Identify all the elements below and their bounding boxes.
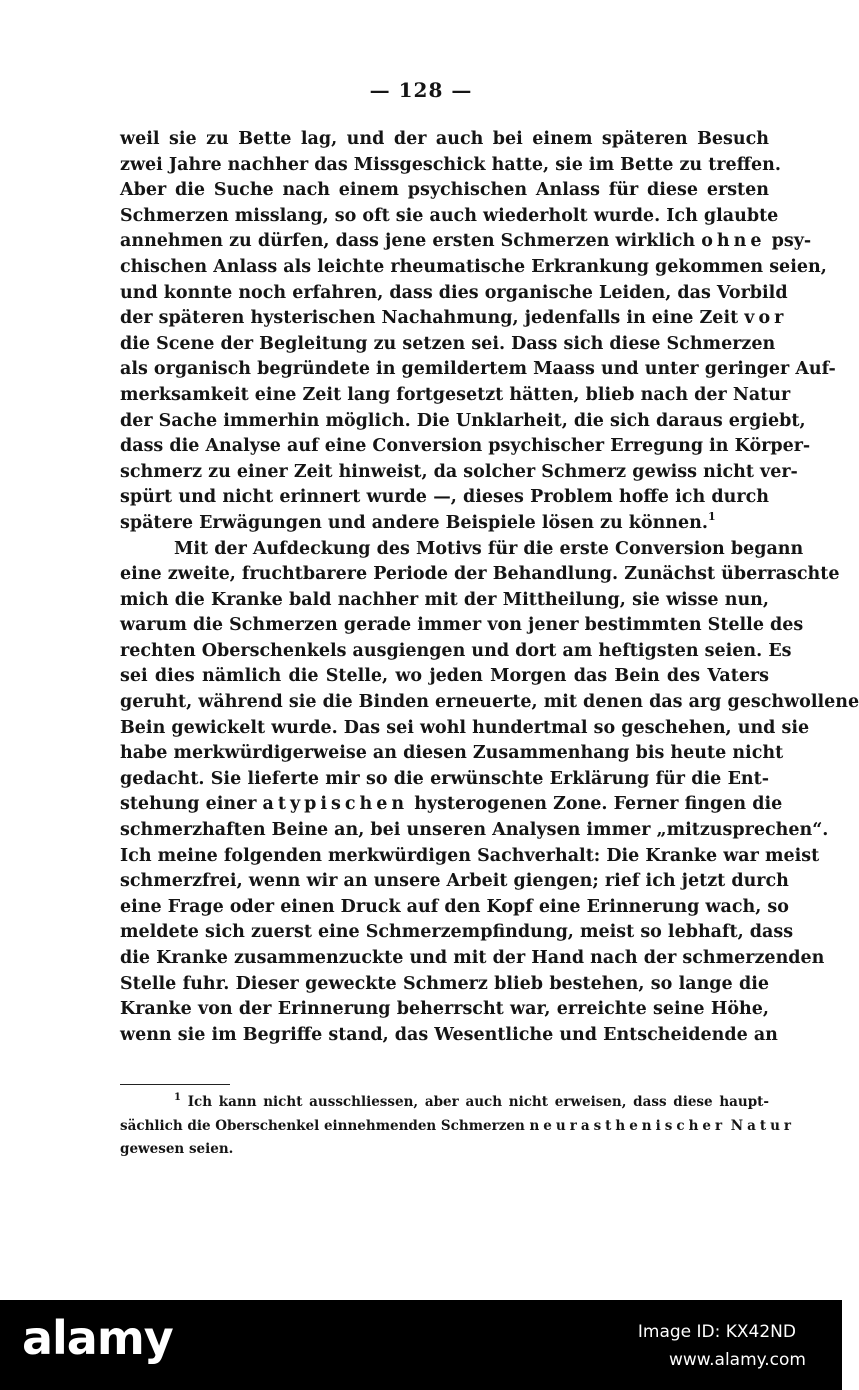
text-line: zwei Jahre nachher das Missgeschick hatte, sie im Bette zu treffen. <box>120 154 782 175</box>
emphasized-word: vor <box>744 308 788 329</box>
text-line: habe merkwürdigerweise an diesen Zusammenhang bis heute nicht <box>120 743 784 764</box>
text-line: rechten Oberschenkels ausgiengen und dort am heftigsten seien. Es <box>120 640 792 661</box>
body-text <box>120 127 859 1048</box>
footnote-marker: 1 <box>174 1092 181 1103</box>
text-line: schmerzfrei, wenn wir an unsere Arbeit giengen; rief ich jetzt durch <box>120 871 789 892</box>
text-line: Aber die Suche nach einem psychischen Anlass für diese ersten <box>120 180 769 201</box>
text-line: Stelle fuhr. Dieser geweckte Schmerz blieb bestehen, so lange die <box>120 973 769 994</box>
text-line: sei dies nämlich die Stelle, wo jeden Morgen das Bein des Vaters <box>120 666 769 687</box>
text-line: Ich meine folgenden merkwürdigen Sachverhalt: Die Kranke war meist <box>120 845 820 866</box>
alamy-logo: alamy <box>22 1311 173 1365</box>
text-line: merksamkeit eine Zeit lang fortgesetzt hätten, blieb nach der Natur <box>120 384 791 405</box>
text-line: geruht, während sie die Binden erneuerte, mit denen das arg geschwollene <box>120 692 859 713</box>
text-line <box>120 229 812 255</box>
text-segment: stehung einer <box>120 794 257 815</box>
text-line: warum die Schmerzen gerade immer von jener bestimmten Stelle des <box>120 615 804 636</box>
text-line: chischen Anlass als leichte rheumatische Erkrankung gekommen seien, <box>120 256 827 277</box>
text-line: mich die Kranke bald nachher mit der Mittheilung, sie wisse nun, <box>120 589 769 610</box>
text-line: eine Frage oder einen Druck auf den Kopf eine Erinnerung wach, so <box>120 896 789 917</box>
text-line: Schmerzen misslang, so oft sie auch wiederholt wurde. Ich glaubte <box>120 205 779 226</box>
text-line <box>120 511 769 537</box>
text-line <box>120 306 788 332</box>
text-line: meldete sich zuerst eine Schmerzempfindung, meist so lebhaft, dass <box>120 922 794 943</box>
text-line: die Scene der Begleitung zu setzen sei. Dass sich diese Schmerzen <box>120 333 776 354</box>
paragraph-first-line: Mit der Aufdeckung des Motivs für die erste Conversion begann <box>174 538 804 559</box>
emphasized-word: neurasthenischer <box>529 1117 727 1134</box>
text-segment: psy- <box>771 231 812 252</box>
footnote <box>120 1091 796 1162</box>
text-line: und konnte noch erfahren, dass dies organische Leiden, das Vorbild <box>120 282 788 303</box>
watermark-banner <box>0 1300 842 1390</box>
footnote-divider <box>120 1084 230 1085</box>
page-number: — 128 — <box>369 78 473 102</box>
text-line <box>120 792 783 818</box>
footnote-line <box>120 1115 796 1139</box>
image-id-label: Image ID: KX42ND <box>637 1322 796 1342</box>
text-segment: spätere Erwägungen und andere Beispiele lösen zu können. <box>120 512 708 533</box>
text-line: gedacht. Sie lieferte mir so die erwünschte Erklärung für die Ent- <box>120 768 769 789</box>
emphasized-word: Natur <box>730 1117 796 1134</box>
text-line: dass die Analyse auf eine Conversion psychischer Erregung in Körper- <box>120 436 811 457</box>
text-segment: annehmen zu dürfen, dass jene ersten Schmerzen wirklich <box>120 231 696 252</box>
text-line: Bein gewickelt wurde. Das sei wohl hundertmal so geschehen, und sie <box>120 717 810 738</box>
text-line: weil sie zu Bette lag, und der auch bei einem späteren Besuch <box>120 129 769 149</box>
text-segment: sächlich die Oberschenkel einnehmenden Schmerzen <box>120 1117 525 1134</box>
text-line: der Sache immerhin möglich. Die Unklarheit, die sich daraus ergiebt, <box>120 410 806 431</box>
text-line: eine zweite, fruchtbarere Periode der Behandlung. Zunächst überraschte <box>120 564 840 585</box>
footnote-line: gewesen seien. <box>120 1141 234 1157</box>
text-line: als organisch begründete in gemildertem Maass und unter geringer Auf- <box>120 359 836 380</box>
text-segment: hysterogenen Zone. Ferner fingen die <box>414 794 783 815</box>
text-line: wenn sie im Begriffe stand, das Wesentliche und Entscheidende an <box>120 1024 778 1045</box>
footnote-line <box>120 1091 769 1115</box>
footnote-reference: 1 <box>707 509 716 523</box>
text-line: Kranke von der Erinnerung beherrscht war, erreichte seine Höhe, <box>120 999 769 1020</box>
text-line: die Kranke zusammenzuckte und mit der Hand nach der schmerzenden <box>120 948 825 968</box>
text-segment: Ich kann nicht ausschliessen, aber auch nicht erweisen, dass diese haupt- <box>187 1094 769 1110</box>
text-segment: der späteren hysterischen Nachahmung, jedenfalls in eine Zeit <box>120 308 739 329</box>
text-line: schmerz zu einer Zeit hinweist, da solcher Schmerz gewiss nicht ver- <box>120 461 798 482</box>
site-url: www.alamy.com <box>668 1350 806 1370</box>
emphasized-word: ohne <box>701 231 766 252</box>
text-line: spürt und nicht erinnert wurde —, dieses Problem hoffe ich durch <box>120 487 769 508</box>
emphasized-word: atypischen <box>262 794 409 815</box>
text-line: schmerzhaften Beine an, bei unseren Analysen immer „mitzusprechen“. <box>120 820 829 841</box>
